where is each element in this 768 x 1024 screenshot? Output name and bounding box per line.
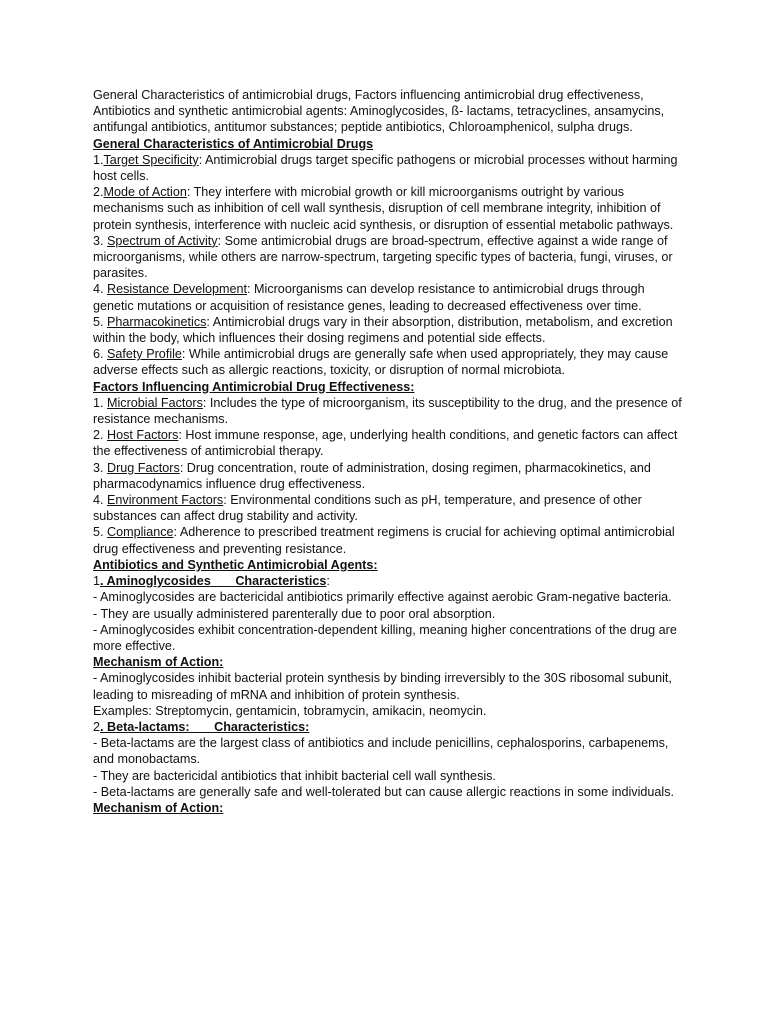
item-term: Spectrum of Activity bbox=[107, 233, 218, 248]
item-number: 4. bbox=[93, 282, 108, 297]
factors-item-4 bbox=[93, 492, 683, 524]
betalactams-mechanism-heading: Mechanism of Action: bbox=[93, 800, 224, 815]
aminoglycosides-point-1: - Aminoglycosides are bactericidal antibiotics primarily effective against aerobic Gram-negative bacteria. bbox=[93, 590, 672, 605]
factors-item-3 bbox=[93, 460, 683, 492]
section-number: 2 bbox=[93, 719, 101, 734]
betalactams-heading bbox=[93, 719, 683, 735]
document-body bbox=[93, 87, 683, 816]
aminoglycosides-point-2: - They are usually administered parenterally due to poor oral absorption. bbox=[93, 606, 496, 621]
general-item-4 bbox=[93, 281, 683, 313]
item-number: 1. bbox=[93, 395, 108, 410]
item-text: : Antimicrobial drugs target specific pathogens or microbial processes without harming host cells. bbox=[93, 152, 678, 184]
item-number: 2. bbox=[93, 185, 104, 200]
item-term: Host Factors bbox=[107, 428, 179, 443]
item-text: : Host immune response, age, underlying health conditions, and genetic factors can affect the effectiveness of antimicrobial therapy. bbox=[93, 428, 678, 459]
aminoglycosides-mechanism-text: - Aminoglycosides inhibit bacterial protein synthesis by binding irreversibly to the 30S ribosomal subunit, leading to misreading of mRNA and inhibition of protein synthesis. bbox=[93, 671, 672, 702]
betalactams-point-1: - Beta-lactams are the largest class of antibiotics and include penicillins, cephalosporins, carbapenems, and monobactams. bbox=[93, 736, 669, 767]
item-number: 5. bbox=[93, 525, 108, 540]
item-number: 3. bbox=[93, 460, 108, 475]
item-number: 2. bbox=[93, 428, 108, 443]
general-item-3 bbox=[93, 233, 683, 282]
item-number: 6. bbox=[93, 347, 108, 362]
section-number: 1 bbox=[93, 574, 101, 589]
item-number: 1. bbox=[93, 152, 104, 167]
intro-paragraph: General Characteristics of antimicrobial drugs, Factors influencing antimicrobial drug effectiveness, Antibiotics and synthetic antimicrobial agents: Aminoglycosides, ß- lactams, tetracyclines, ansamycins, antifungal antibiotics, antitumor substances; peptide antibiotics, Chloroamphenicol, sulpha drugs. bbox=[93, 88, 665, 135]
aminoglycosides-mechanism-heading: Mechanism of Action: bbox=[93, 655, 224, 670]
factors-item-5 bbox=[93, 524, 683, 556]
aminoglycosides-heading bbox=[93, 573, 683, 589]
item-number: 4. bbox=[93, 493, 108, 508]
antibiotics-heading: Antibiotics and Synthetic Antimicrobial Agents: bbox=[93, 557, 378, 572]
general-heading: General Characteristics of Antimicrobial Drugs bbox=[93, 136, 374, 151]
betalactams-point-3: - Beta-lactams are generally safe and well-tolerated but can cause allergic reactions in some individuals. bbox=[93, 784, 675, 799]
factors-item-2 bbox=[93, 427, 683, 459]
item-term: Drug Factors bbox=[107, 460, 180, 475]
general-item-2 bbox=[93, 184, 683, 233]
aminoglycosides-point-3: - Aminoglycosides exhibit concentration-dependent killing, meaning higher concentrations of the drug are more effective. bbox=[93, 622, 677, 653]
section-colon: : bbox=[326, 574, 330, 589]
item-term: Pharmacokinetics bbox=[107, 314, 207, 329]
item-term: Compliance bbox=[107, 525, 174, 540]
factors-item-1 bbox=[93, 395, 683, 427]
general-item-1 bbox=[93, 152, 683, 184]
item-text: : Environmental conditions such as pH, temperature, and presence of other substances can affect drug stability and activity. bbox=[93, 493, 642, 524]
item-term: Safety Profile bbox=[107, 347, 182, 362]
item-text: : Includes the type of microorganism, its susceptibility to the drug, and the presence of resistance mechanisms. bbox=[93, 395, 682, 427]
item-term: Target Specificity bbox=[103, 152, 199, 167]
item-term: Mode of Action bbox=[103, 185, 187, 200]
item-number: 3. bbox=[93, 233, 108, 248]
item-text: : Antimicrobial drugs vary in their absorption, distribution, metabolism, and excretion within the body, which influences their dosing regimens and potential side effects. bbox=[93, 314, 673, 346]
item-text: : Drug concentration, route of administration, dosing regimen, pharmacokinetics, and pharmacodynamics influence drug effectiveness. bbox=[93, 460, 651, 491]
betalactams-point-2: - They are bactericidal antibiotics that inhibit bacterial cell wall synthesis. bbox=[93, 768, 496, 783]
item-text: : They interfere with microbial growth or kill microorganisms outright by various mechanisms such as inhibition of cell wall synthesis, disruption of cell membrane integrity, inhibition of protein synthesis, interference with nucleic acid synthesis, or disruption of essential metabolic pathways. bbox=[93, 185, 674, 232]
general-item-6 bbox=[93, 346, 683, 378]
item-text: : Microorganisms can develop resistance to antimicrobial drugs through genetic mutations or acquisition of resistance genes, leading to decreased effectiveness over time. bbox=[93, 282, 645, 313]
item-term: Microbial Factors bbox=[107, 395, 203, 410]
section-title: . Beta-lactams: Characteristics: bbox=[100, 719, 310, 734]
item-term: Resistance Development bbox=[107, 282, 248, 297]
item-text: : While antimicrobial drugs are generally safe when used appropriately, they may cause adverse effects such as allergic reactions, toxicity, or disruption of normal microbiota. bbox=[93, 347, 669, 378]
item-number: 5. bbox=[93, 314, 108, 329]
item-text: : Some antimicrobial drugs are broad-spectrum, effective against a wide range of microorganisms, while others are narrow-spectrum, targeting specific types of bacteria, fungi, viruses, or parasites. bbox=[93, 233, 673, 281]
aminoglycosides-examples: Examples: Streptomycin, gentamicin, tobramycin, amikacin, neomycin. bbox=[93, 703, 487, 718]
section-title: . Aminoglycosides Characteristics bbox=[100, 574, 327, 589]
general-item-5 bbox=[93, 314, 683, 346]
item-text: : Adherence to prescribed treatment regimens is crucial for achieving optimal antimicrobial drug effectiveness and preventing resistance. bbox=[93, 525, 675, 556]
item-term: Environment Factors bbox=[107, 493, 224, 508]
factors-heading: Factors Influencing Antimicrobial Drug Effectiveness: bbox=[93, 379, 415, 394]
